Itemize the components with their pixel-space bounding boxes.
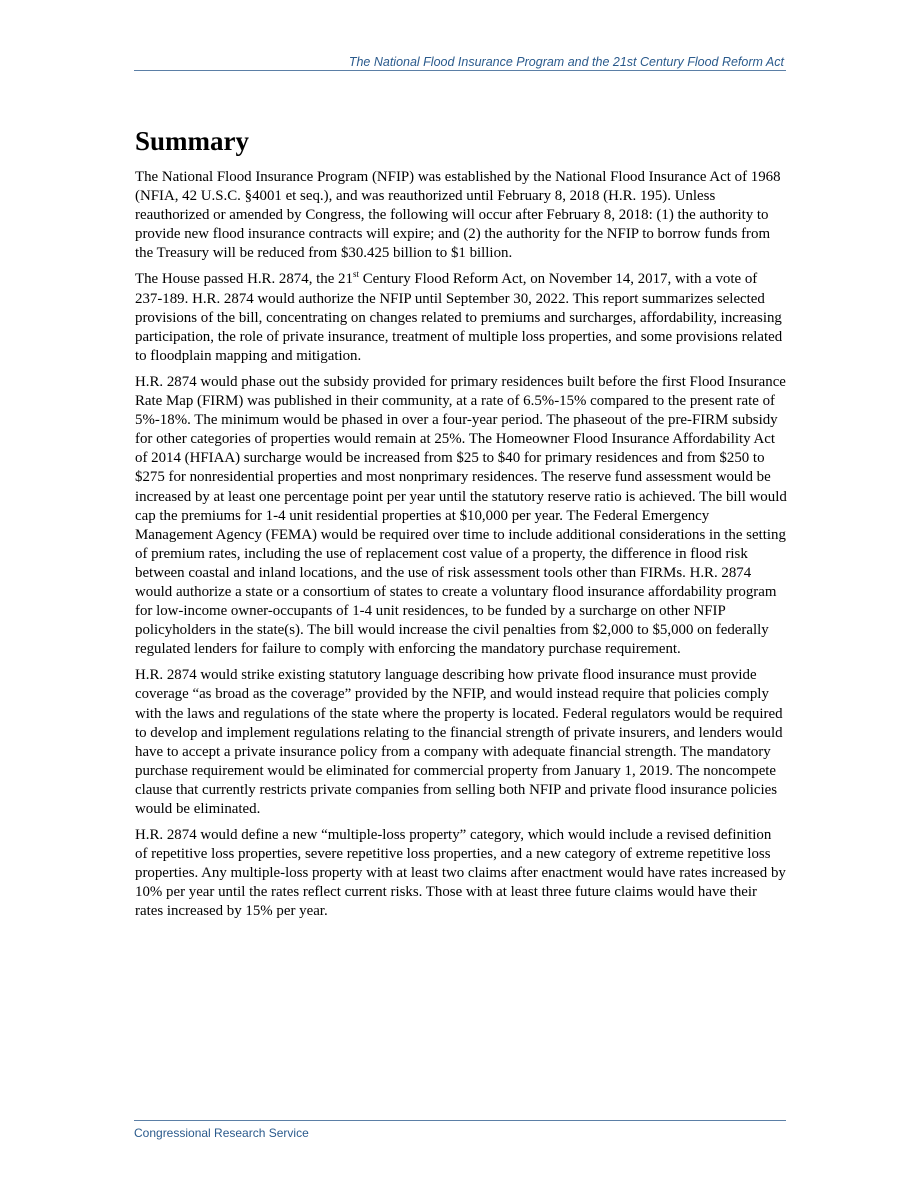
paragraph-1: The National Flood Insurance Program (NFIP) was established by the National Flood Insurance Act of 1968 (NFIA, 42 U.S.C. §4001 et seq.), and was reauthorized until February 8, 2018 (H.R. 195). Unless reauthorized or amended by Congress, the following will occur after February 8, 2018: (1) the authority to provide new flood insurance contracts will expire; and (2) the authority for the NFIP to borrow funds from the Treasury will be reduced from $30.425 billion to $1 billion. [135, 169, 781, 262]
section-heading: Summary [135, 126, 249, 156]
running-footer [134, 1120, 786, 1142]
running-header [134, 52, 786, 71]
paragraph-4: H.R. 2874 would strike existing statutory language describing how private flood insurance must provide coverage “as broad as the coverage” provided by the NFIP, and would instead require that policies comply with the laws and regulations of the state where the property is located. Federal regulators would be required to develop and implement regulations relating to the financial strength of private insurers, and lenders would have to accept a private insurance policy from a company with adequate financial strength. The mandatory purchase requirement would be eliminated for commercial property from January 1, 2019. The noncompete clause that currently restricts private companies from selling both NFIP and private flood insurance policies would be eliminated. [135, 667, 783, 817]
paragraph-2-start: The House passed H.R. 2874, the 21 [135, 271, 353, 288]
paragraph-2-rest: Century Flood Reform Act, on November 14, 2017, with a vote of 237-189. H.R. 2874 would authorize the NFIP until September 30, 2022. This report summarizes selected provisions of the bill, concentrating on changes related to premiums and surcharges, affordability, increasing participation, the role of private insurance, treatment of multiple loss properties, and some provisions related to floodplain mapping and mitigation. [135, 271, 783, 364]
footer-publisher: Congressional Research Service [134, 1126, 309, 1140]
paragraph-3: H.R. 2874 would phase out the subsidy provided for primary residences built before the first Flood Insurance Rate Map (FIRM) was published in their community, at a rate of 6.5%-15% compared to the present rate of 5%-18%. The minimum would be phased in over a four-year period. The phaseout of the pre-FIRM subsidy for other categories of properties would remain at 25%. The Homeowner Flood Insurance Affordability Act of 2014 (HFIAA) surcharge would be increased from $25 to $40 for primary residences and from $250 to $275 for nonresidential properties and most nonprimary residences. The reserve fund assessment would be increased by at least one percentage point per year until the statutory reserve ratio is achieved. The bill would cap the premiums for 1-4 unit residential properties at $10,000 per year. The Federal Emergency Management Agency (FEMA) would be required over time to include additional considerations in the setting of premium rates, including the use of replacement cost value of a property, the difference in flood risk between coastal and inland locations, and the use of risk assessment tools other than FIRMs. H.R. 2874 would authorize a state or a consortium of states to create a voluntary flood insurance affordability program for low-income owner-occupants of 1-4 unit residences, to be funded by a surcharge on other NFIP policyholders in the state(s). The bill would increase the civil penalties from $2,000 to $5,000 on federally regulated lenders for failure to comply with enforcing the mandatory purchase requirement. [135, 373, 787, 658]
running-title: The National Flood Insurance Program and the 21st Century Flood Reform Act [348, 55, 784, 69]
paragraph-5: H.R. 2874 would define a new “multiple-loss property” category, which would include a revised definition of repetitive loss properties, severe repetitive loss properties, and a new category of extreme repetitive loss properties. Any multiple-loss property with at least two claims after enactment would have rates increased by 10% per year until the rates reflect current risks. Those with at least three future claims would have their rates increased by 15% per year. [135, 827, 786, 920]
ordinal-suffix: st [352, 269, 359, 280]
summary-section [135, 124, 787, 929]
paragraph-2 [135, 270, 787, 365]
